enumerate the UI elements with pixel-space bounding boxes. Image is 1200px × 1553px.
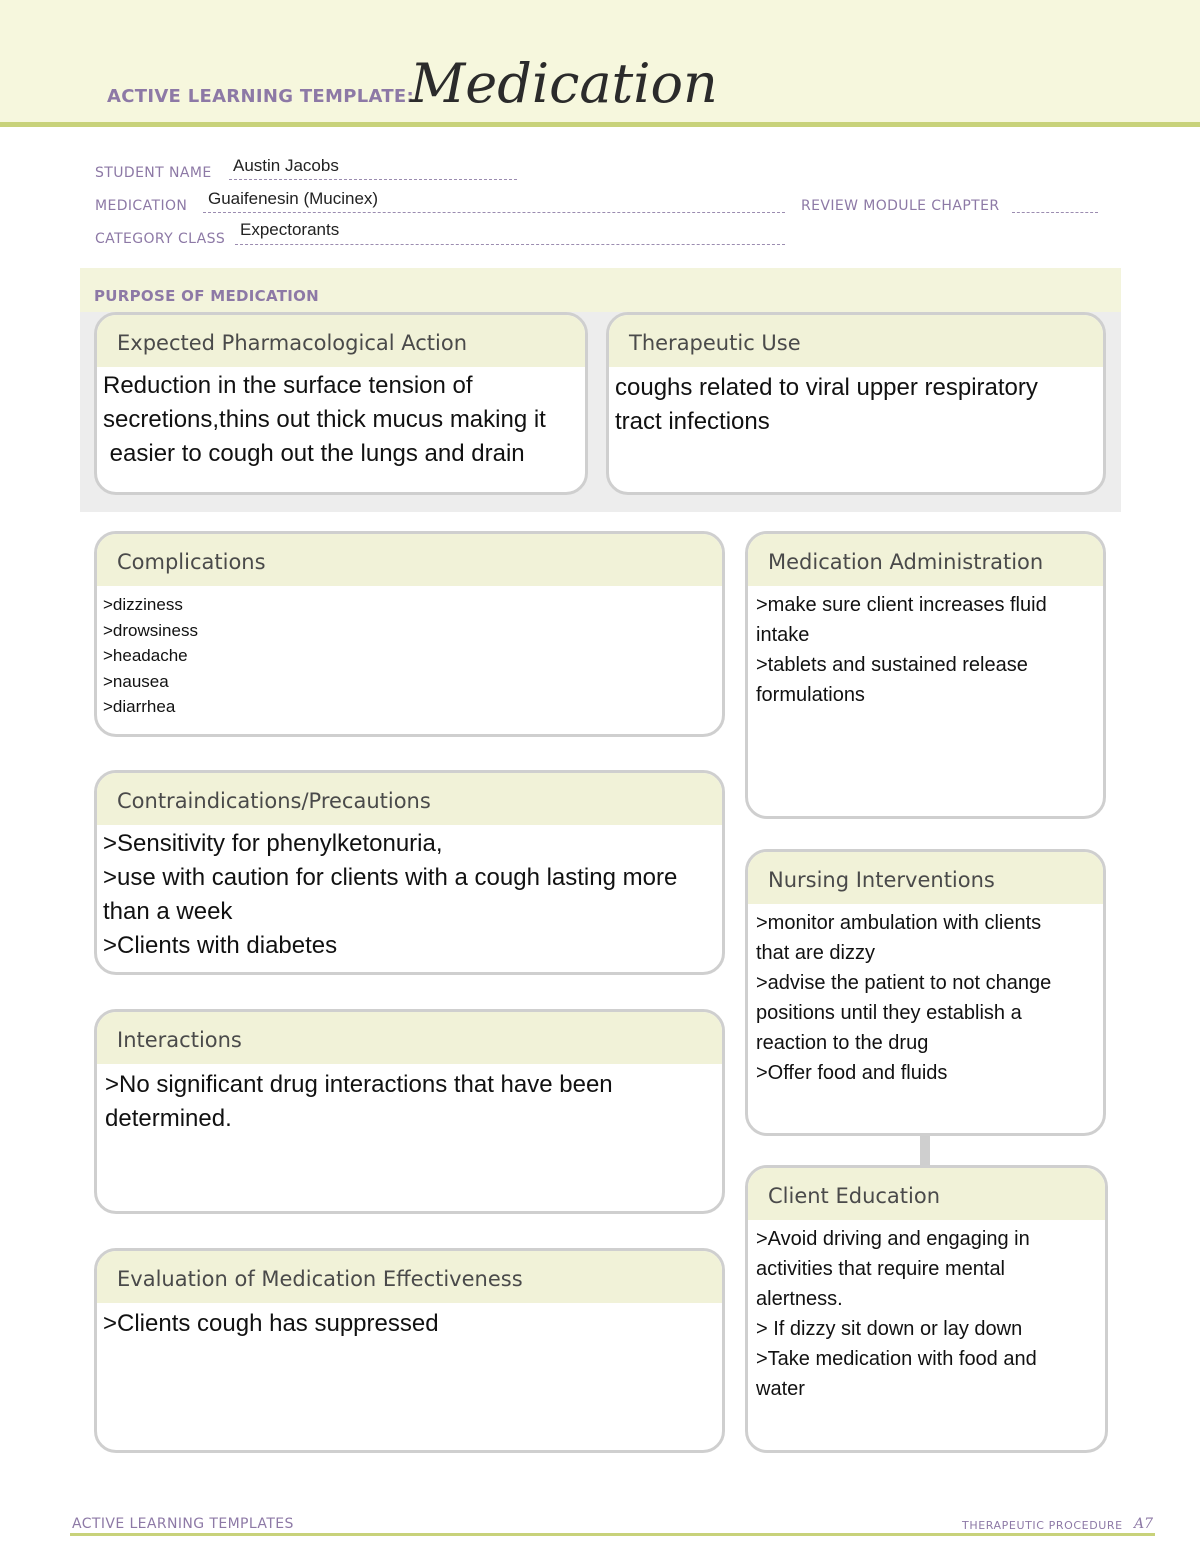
evaluation-title: Evaluation of Medication Effectiveness [97,1251,722,1303]
education-line: water [756,1378,805,1400]
client-education-title: Client Education [748,1168,1105,1220]
expected-action-title: Expected Pharmacological Action [97,315,585,367]
medication-administration-title: Medication Administration [748,534,1103,586]
therapeutic-use-box [606,312,1106,495]
complication-item: >diarrhea [103,697,176,716]
interaction-line: determined. [105,1105,232,1132]
interactions-title: Interactions [97,1012,722,1064]
category-class-value[interactable]: Expectorants [240,220,340,239]
page-number: A7 [1134,1516,1154,1532]
expected-action-line: Reduction in the surface tension of [103,372,473,399]
education-line: > If dizzy sit down or lay down [756,1318,1023,1340]
therapeutic-use-body[interactable] [609,367,1103,439]
evaluation-box [94,1248,725,1453]
contraindication-line: >Clients with diabetes [103,932,338,959]
header-divider [0,122,1200,127]
administration-line: >tablets and sustained release [756,654,1028,676]
nursing-interventions-title: Nursing Interventions [748,852,1103,904]
education-line: >Take medication with food and [756,1348,1037,1370]
nursing-interventions-box [745,849,1106,1136]
therapeutic-use-line: tract infections [615,408,770,435]
contraindications-title: Contraindications/Precautions [97,773,722,825]
interactions-box [94,1009,725,1214]
contraindications-body[interactable] [97,825,722,963]
evaluation-line: >Clients cough has suppressed [103,1310,439,1337]
connector-bar [920,1134,930,1168]
nursing-interventions-body[interactable] [748,904,1103,1088]
review-module-line[interactable] [1012,211,1098,213]
education-line: >Avoid driving and engaging in [756,1228,1030,1250]
expected-action-box [94,312,588,495]
medication-value[interactable]: Guaifenesin (Mucinex) [208,189,379,208]
template-label: ACTIVE LEARNING TEMPLATE: [107,86,414,107]
expected-action-line: secretions,thins out thick mucus making it [103,406,546,433]
complications-box [94,531,725,737]
footer-divider [70,1533,1155,1536]
purpose-label: PURPOSE OF MEDICATION [94,287,320,305]
intervention-line: positions until they establish a [756,1002,1022,1024]
contraindications-box [94,770,725,975]
review-module-label: REVIEW MODULE CHAPTER [801,198,1000,214]
intervention-line: >monitor ambulation with clients [756,912,1042,934]
expected-action-body[interactable] [97,367,585,471]
footer-section: THERAPEUTIC PROCEDURE [962,1519,1123,1532]
interaction-line: >No significant drug interactions that have been [105,1071,613,1098]
complications-body[interactable] [97,586,722,720]
administration-line: formulations [756,684,865,706]
contraindication-line: >Sensitivity for phenylketonuria, [103,830,443,857]
category-class-line [235,243,785,245]
administration-line: >make sure client increases fluid [756,594,1047,616]
intervention-line: that are dizzy [756,942,875,964]
education-line: alertness. [756,1288,843,1310]
contraindication-line: >use with caution for clients with a cough lasting more [103,864,678,891]
intervention-line: reaction to the drug [756,1032,929,1054]
administration-line: intake [756,624,810,646]
medication-line [203,211,785,213]
complication-item: >dizziness [103,595,183,614]
contraindication-line: than a week [103,898,233,925]
student-name-line [229,178,517,180]
student-name-label: STUDENT NAME [95,165,212,181]
complication-item: >headache [103,646,188,665]
evaluation-body[interactable] [97,1303,722,1341]
complication-item: >nausea [103,671,169,691]
student-name-value[interactable]: Austin Jacobs [233,156,339,175]
page-title: Medication [410,52,718,115]
footer-title: ACTIVE LEARNING TEMPLATES [72,1516,294,1532]
medication-label: MEDICATION [95,198,188,214]
interactions-body[interactable] [97,1064,722,1136]
intervention-line: >advise the patient to not change [756,972,1052,994]
medication-administration-body[interactable] [748,586,1103,710]
client-education-body[interactable] [748,1220,1105,1404]
medication-administration-box [745,531,1106,819]
education-line: activities that require mental [756,1258,1006,1280]
therapeutic-use-title: Therapeutic Use [609,315,1103,367]
complication-item: >drowsiness [103,620,198,640]
expected-action-line: easier to cough out the lungs and drain [103,440,525,467]
intervention-line: >Offer food and fluids [756,1062,948,1084]
therapeutic-use-line: coughs related to viral upper respiratory [615,374,1038,401]
complications-title: Complications [97,534,722,586]
category-class-label: CATEGORY CLASS [95,231,226,247]
client-education-box [745,1165,1108,1453]
